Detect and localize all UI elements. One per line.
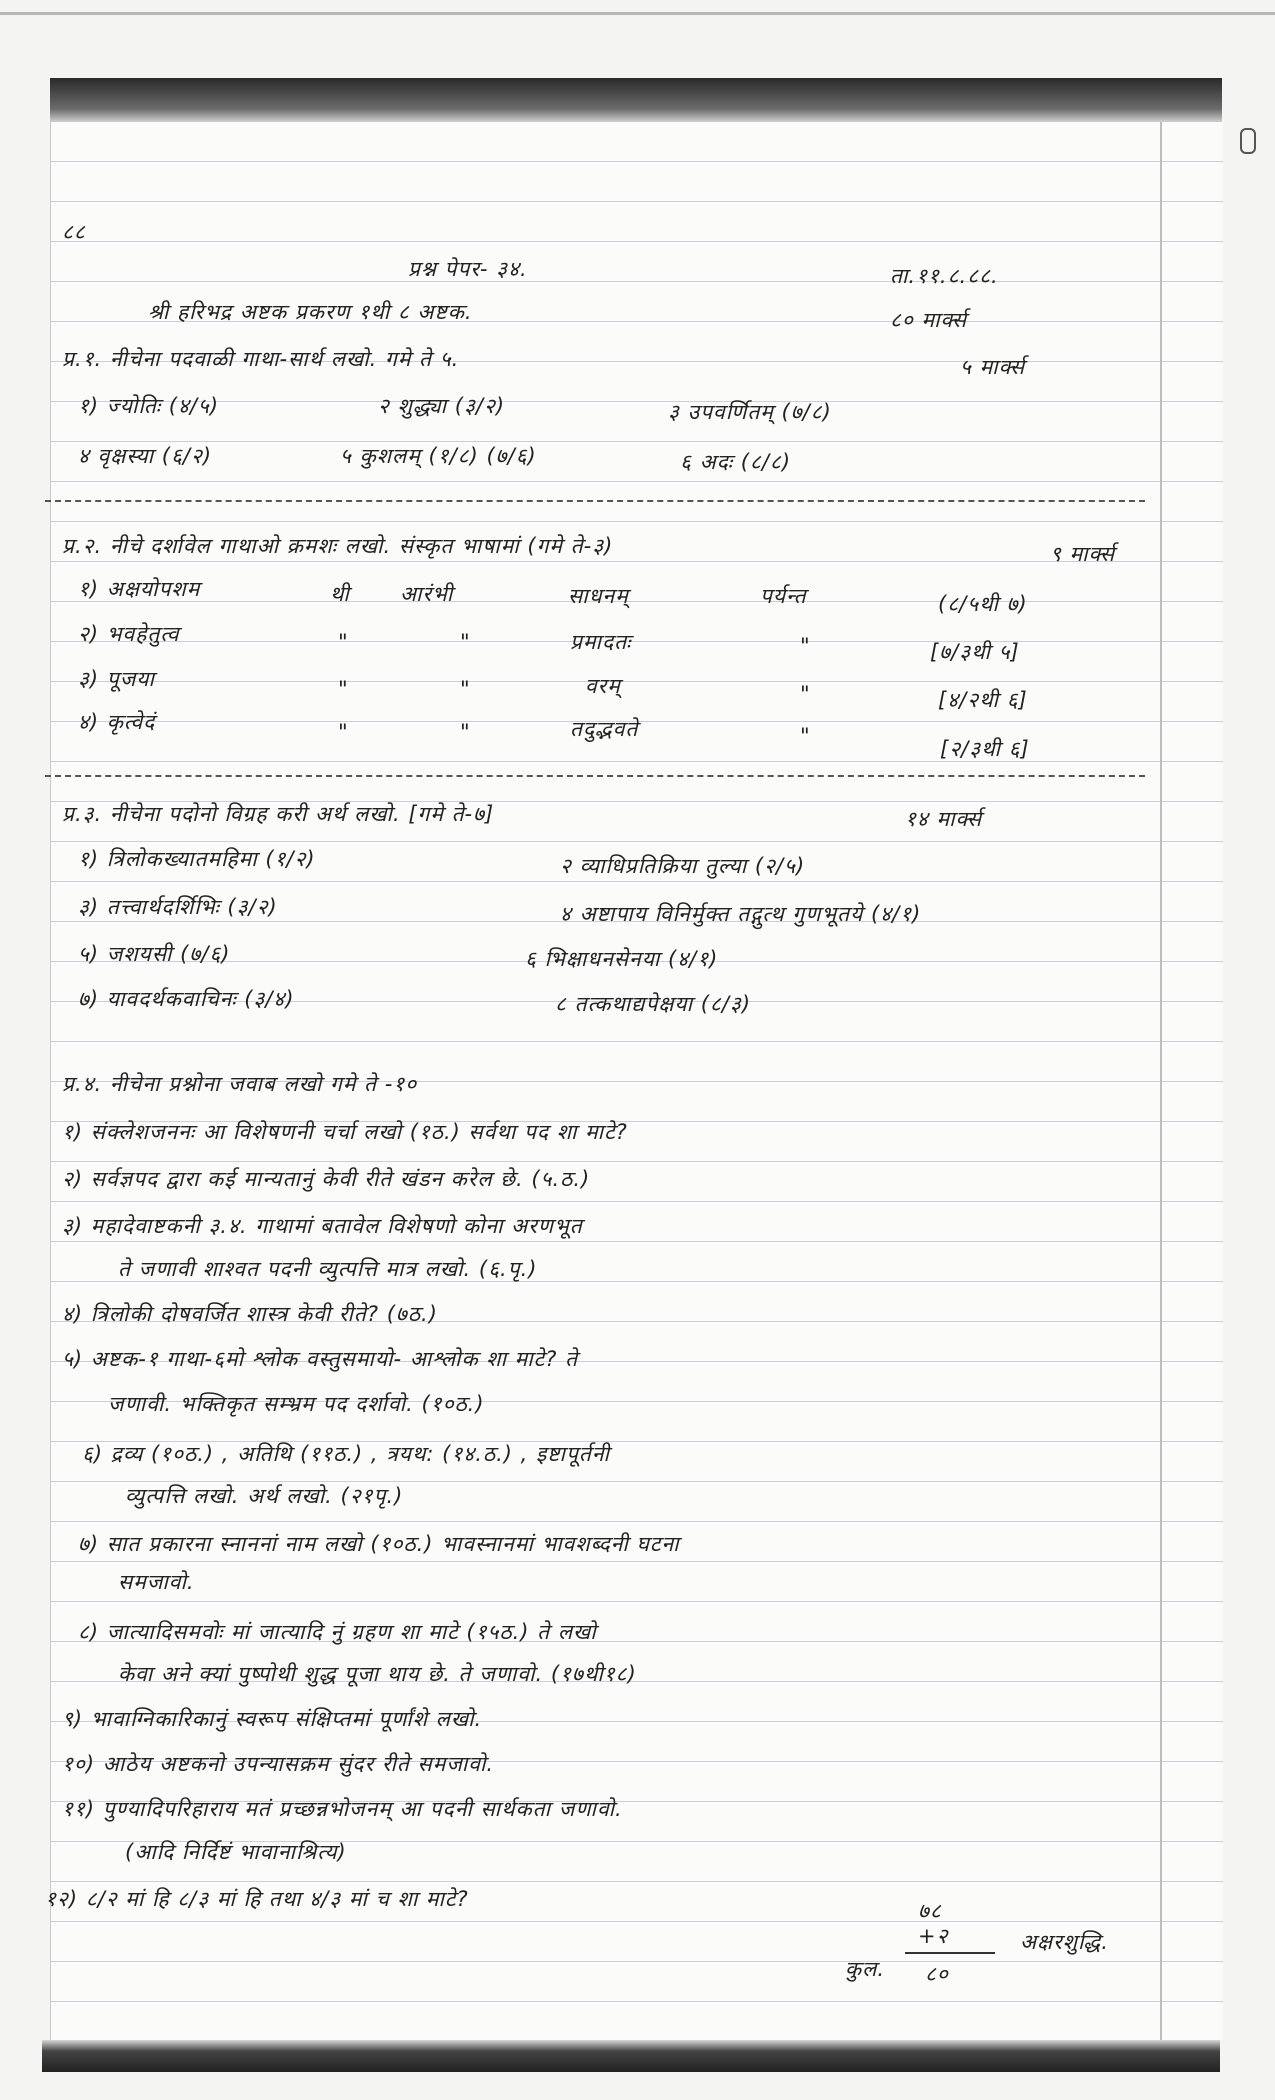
q2-row-ref: (८/५थी ७): [938, 592, 1028, 616]
total-note: अक्षरशुद्धि.: [1020, 1930, 1109, 1954]
margin-line: [1160, 122, 1162, 2040]
q1-marks: ५ मार्क्स: [960, 355, 1026, 379]
q1-item: ४ वृक्षस्या (६/२): [78, 444, 213, 468]
q4-item-cont: केवा अने क्यां पुष्पोथी शुद्ध पूजा थाय छे. ते जणावो. (१७थी१८): [118, 1662, 637, 1686]
q2-row-thi: ": [338, 677, 349, 701]
exam-date: ता.११.८.८८.: [890, 264, 999, 288]
q2-row-arambhi: ": [460, 720, 471, 744]
q3-item: ४ अष्टापाय विनिर्मुक्त तद्गुत्थ गुणभूतये (४/१): [560, 902, 922, 926]
q2-row-from: ४) कृत्वेदं: [78, 710, 156, 734]
q4-item: ८) जात्यादिसमवोः मां जात्यादि नुं ग्रहण शा माटे (१५ठ.) ते लखो: [78, 1620, 597, 1644]
q4-item: ५) अष्टक-१ गाथा-६मो श्लोक वस्तुसमायो- आश्लोक शा माटे? ते: [62, 1347, 579, 1371]
q3-item: २ व्याधिप्रतिक्रिया तुल्या (२/५): [560, 854, 806, 878]
q3-item: ३) तत्त्वार्थदर्शिभिः (३/२): [78, 895, 278, 919]
page-number: ८८: [62, 220, 86, 244]
paper-subject: श्री हरिभद्र अष्टक प्रकरण १थी ८ अष्टक.: [148, 300, 473, 324]
q2-row-paryant: पर्यन्त: [760, 584, 807, 608]
section-divider: [45, 500, 1145, 503]
scan-edge-line: [0, 12, 1275, 15]
q2-row-thi: ": [338, 720, 349, 744]
q4-item-cont: जणावी. भक्तिकृत सम्भ्रम पद दर्शावो. (१०ठ.): [108, 1392, 485, 1416]
q2-row-ref: [२/३थी ६]: [940, 737, 1030, 761]
q2-row-ref: [७/३थी ५]: [930, 640, 1020, 664]
q1-item: ३ उपवर्णितम् (७/८): [668, 400, 832, 424]
q2-row-paryant: ": [800, 682, 811, 706]
q2-row-arambhi: आरंभी: [400, 582, 454, 606]
q3-item: ८ तत्कथाद्यपेक्षया (८/३): [555, 992, 752, 1016]
q2-row-arambhi: ": [460, 677, 471, 701]
q4-item: ११) पुण्यादिपरिहाराय मतं प्रच्छन्नभोजनम् आ पदनी सार्थकता जणावो.: [62, 1797, 623, 1821]
section-divider: [45, 775, 1145, 778]
q1-item: २ शुद्ध्या (३/२): [378, 394, 506, 418]
q2-row-thi: ": [338, 630, 349, 654]
q4-item: ४) त्रिलोकी दोषवर्जित शास्त्र केवी रीते? (७ठ.): [62, 1302, 438, 1326]
paper-title: प्रश्न पेपर- ३४.: [408, 257, 528, 281]
total-value: ७८: [918, 1899, 942, 1923]
q3-heading: प्र.३. नीचेना पदोनो विग्रह करी अर्थ लखो. [गमे ते-७]: [62, 802, 495, 826]
q2-row-paryant: ": [800, 724, 811, 748]
q4-item: २) सर्वज्ञपद द्वारा कई मान्यतानुं केवी रीते खंडन करेल छे. (५.ठ.): [62, 1167, 591, 1191]
q4-item-cont: ते जणावी शाश्वत पदनी व्युत्पत्ति मात्र लखो. (६.पृ.): [118, 1257, 538, 1281]
q3-item: ५) जशयसी (७/६): [78, 942, 231, 966]
q3-item: ६ भिक्षाधनसेनया (४/१): [525, 947, 719, 971]
q2-row-to: साधनम्: [568, 584, 629, 608]
q4-heading: प्र.४. नीचेना प्रश्नोना जवाब लखो गमे ते -१०: [62, 1072, 418, 1096]
q2-heading: प्र.२. नीचे दर्शावेल गाथाओ क्रमशः लखो. संस्कृत भाषामां (गमे ते-३): [62, 534, 614, 558]
q3-item: ७) यावदर्थकवाचिनः (३/४): [78, 987, 295, 1011]
q2-row-to: वरम्: [585, 674, 621, 698]
q4-item: १) संक्लेशजननः आ विशेषणनी चर्चा लखो (१ठ.) सर्वथा पद शा माटे?: [62, 1120, 628, 1144]
total-marks: ८० मार्क्स: [890, 308, 968, 332]
q1-item: ५ कुशलम् (१/८) (७/६): [340, 444, 537, 468]
q2-row-from: १) अक्षयोपशम: [78, 577, 201, 601]
q2-row-arambhi: ": [460, 630, 471, 654]
q4-item: १२) ८/२ मां हि ८/३ मां हि तथा ४/३ मां च शा माटे?: [45, 1887, 469, 1911]
q2-row-to: तदुद्भवते: [570, 717, 639, 741]
q1-heading: प्र.१. नीचेना पदवाळी गाथा-सार्थ लखो. गमे ते ५.: [62, 347, 460, 371]
q4-item: ९) भावाग्निकारिकानुं स्वरूप संक्षिप्तमां पूर्णांशे लखो.: [62, 1707, 483, 1731]
q2-row-thi: थी: [330, 582, 350, 606]
q1-item: १) ज्योतिः (४/५): [78, 394, 220, 418]
total-sum: ८०: [925, 1962, 949, 1986]
sum-rule: [905, 1952, 995, 1954]
q1-item: ६ अदः (८/८): [680, 450, 792, 474]
q3-marks: १४ मार्क्स: [905, 807, 983, 831]
total-bonus: +२: [918, 1924, 949, 1948]
q4-item: ३) महादेवाष्टकनी ३.४. गाथामां बतावेल विशेषणो कोना अरणभूत: [62, 1214, 583, 1238]
q2-row-ref: [४/२थी ६]: [938, 688, 1028, 712]
q2-row-from: २) भवहेतुत्व: [78, 622, 180, 646]
q2-row-to: प्रमादतः: [570, 630, 632, 654]
q3-item: १) त्रिलोकख्यातमहिमा (१/२): [78, 847, 316, 871]
total-label: कुल.: [845, 1957, 886, 1981]
binder-hole-icon: [1240, 128, 1256, 154]
q2-row-from: ३) पूजया: [78, 667, 155, 691]
q4-item: ७) सात प्रकारना स्नाननां नाम लखो (१०ठ.) भावस्नानमां भावशब्दनी घटना: [78, 1532, 680, 1556]
q4-item: १०) आठेय अष्टकनो उपन्यासक्रम सुंदर रीते समजावो.: [62, 1752, 495, 1776]
scan-shadow-bottom: [42, 2040, 1220, 2072]
q4-item-cont: (आदि निर्दिष्टं भावानाश्रित्य): [125, 1840, 347, 1864]
scan-shadow-top: [50, 78, 1222, 122]
q4-item-cont: समजावो.: [118, 1570, 195, 1594]
q2-row-paryant: ": [800, 634, 811, 658]
q4-item-cont: व्युत्पत्ति लखो. अर्थ लखो. (२१पृ.): [125, 1484, 404, 1508]
q4-item: ६) द्रव्य (१०ठ.) , अतिथि (११ठ.) , त्रयथ: (१४.ठ.) , इष्टापूर्तनी: [82, 1442, 610, 1466]
q2-marks: ९ मार्क्स: [1050, 542, 1116, 566]
